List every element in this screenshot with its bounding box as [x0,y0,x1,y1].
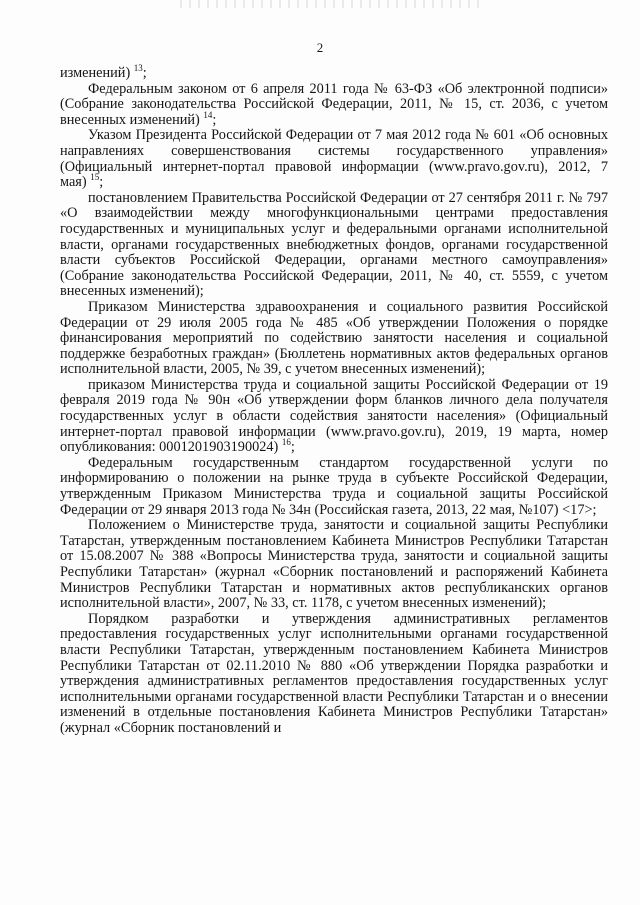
paragraph-government-resolution: постановлением Правительства Российской Федерации от 27 сентября 2011 г. № 797 «О взаимодействии между многофункциональными центрами предоставления государственных и муниципальных услуг и федеральными органами исполнительной власти, органами государственных внебюджетных фондов, органами государственной власти субъектов Российской Федерации, органами местного самоуправления» (Собрание законодательства Российской Федерации, 2011, № 40, ст. 5559, с учетом внесенных изменений); [60,189,608,300]
paragraph-presidential-decree: Указом Президента Российской Федерации от 7 мая 2012 года № 601 «Об основных направлениях совершенствования системы государственного управления» (Официальный интернет-портал правовой информации (www.pravo.gov.ru), 2012, 7 мая) $^{15}$; [60,127,608,191]
paragraph-labor-ministry-order: приказом Министерства труда и социальной защиты Российской Федерации от 19 февраля 2019 года № 90н «Об утверждении форм бланков личного дела получателя государственных услуг в области содействия занятости населения» (Официальный интернет-портал правовой информации (www.pravo.gov.ru), 2019, 19 марта, номер опубликования: 0001201903190024) $^{16}$; [60,376,608,456]
scan-artifact [180,0,480,8]
paragraph-development-procedure: Порядком разработки и утверждения административных регламентов предоставления государственных услуг исполнительными органами государственной власти Республики Татарстан, утвержденным постановлением Кабинета Министров Республики Татарстан от 02.11.2010 № 880 «Об утверждении Порядка разработки и утверждения административных регламентов предоставления государственных услуг исполнительными органами государственной власти Республики Татарстан и о внесении изменений в отдельные постановления Кабинета Министров Республики Татарстан» (журнал «Сборник постановлений и [60,610,608,736]
paragraph-federal-standard: Федеральным государственным стандартом государственной услуги по информированию о положении на рынке труда в субъекте Российской Федерации, утвержденным Приказом Министерства труда и социальной защиты Российской Федерации от 29 января 2013 года № 34н (Российская газета, 2013, 22 мая, №107) <17>; [60,454,608,518]
footnote-ref: 13 [133,63,143,74]
footnote-ref: 15 [90,172,100,183]
footnote-ref: 14 [203,110,213,121]
footnote-ref: 16 [281,437,291,448]
document-body [60,63,608,737]
paragraph-health-ministry-order: Приказом Министерства здравоохранения и социального развития Российской Федерации от 29 июля 2005 года № 485 «Об утверждении Положения о порядке финансирования мероприятий по содействию занятости населения и социальной поддержке безработных граждан» (Бюллетень нормативных актов федеральных органов исполнительной власти, 2005, № 39, с учетом внесенных изменений); [60,298,608,378]
paragraph-continued: изменений) $^{13}$; [60,63,147,81]
page-number: 2 [316,40,324,55]
paragraph-ministry-regulation: Положением о Министерстве труда, занятости и социальной защиты Республики Татарстан, утвержденным постановлением Кабинета Министров Республики Татарстан от 15.08.2007 № 388 «Вопросы Министерства труда, занятости и социальной защиты Республики Татарстан» (журнал «Сборник постановлений и распоряжений Кабинета Министров Республики Татарстан и нормативных актов республиканских органов исполнительной власти», 2007, № 33, ст. 1178, с учетом внесенных изменений); [60,517,608,612]
paragraph-electronic-signature-law: Федеральным законом от 6 апреля 2011 года № 63-ФЗ «Об электронной подписи» (Собрание законодательства Российской Федерации, 2011, № 15, ст. 2036, с учетом внесенных изменений) $^{14}$; [60,80,608,128]
